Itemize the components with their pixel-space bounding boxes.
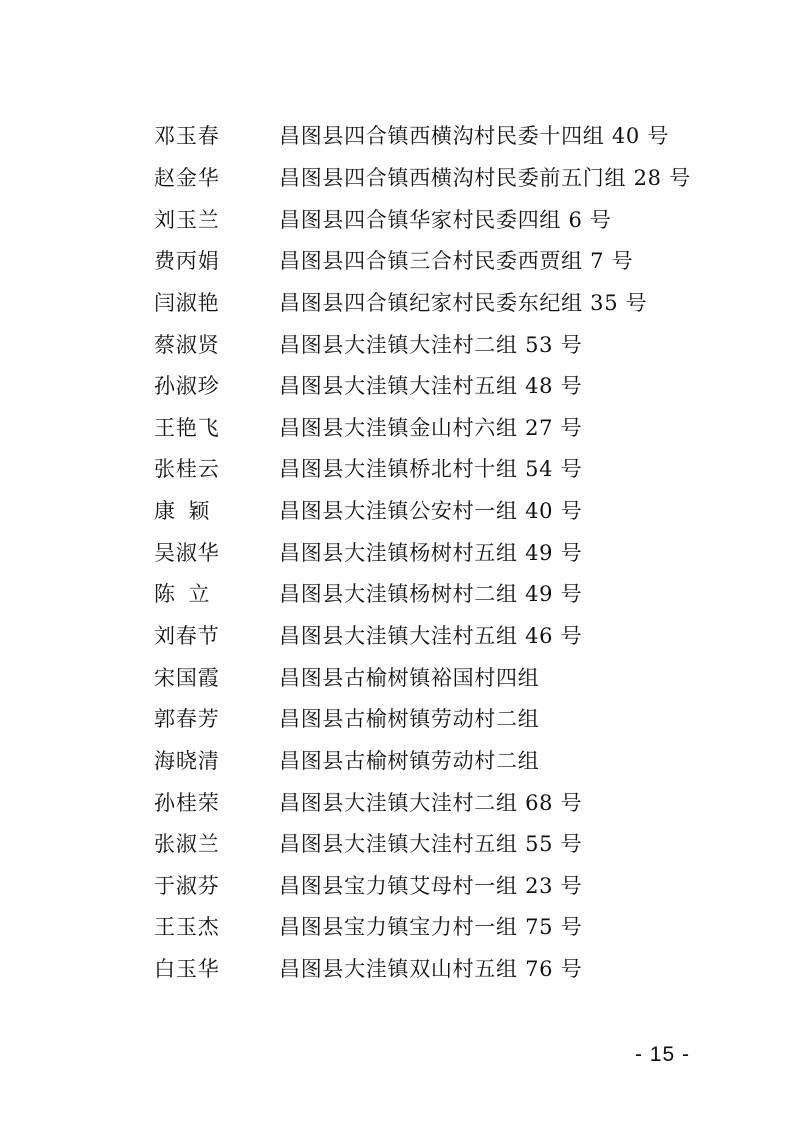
list-item (154, 616, 754, 658)
resident-name: 吴淑华 (154, 540, 220, 565)
resident-address: 昌图县大洼镇金山村六组 27 号 (279, 415, 583, 440)
resident-name: 费丙娟 (154, 249, 220, 274)
list-item (154, 283, 754, 325)
list-item (154, 199, 754, 241)
list-item (154, 366, 754, 408)
resident-address: 昌图县四合镇华家村民委四组 6 号 (279, 207, 612, 232)
list-item (154, 699, 754, 741)
resident-address: 昌图县大洼镇大洼村五组 46 号 (279, 624, 583, 648)
list-item (154, 158, 754, 200)
list-item (154, 574, 754, 616)
resident-address: 昌图县大洼镇大洼村五组 48 号 (279, 374, 583, 399)
resident-address: 昌图县大洼镇大洼村五组 55 号 (279, 832, 583, 857)
resident-address: 昌图县大洼镇桥北村十组 54 号 (279, 457, 583, 482)
resident-address: 昌图县大洼镇大洼村二组 53 号 (279, 332, 583, 357)
resident-name: 刘玉兰 (154, 207, 220, 232)
list-item (154, 907, 754, 949)
resident-name: 邓玉春 (154, 124, 220, 149)
resident-name: 康 颖 (154, 499, 210, 524)
resident-name: 赵金华 (154, 165, 220, 190)
resident-name: 白玉华 (154, 957, 220, 982)
list-item (154, 782, 754, 824)
resident-address: 昌图县大洼镇杨树村五组 49 号 (279, 540, 583, 565)
resident-name: 孙淑珍 (154, 374, 220, 399)
resident-address: 昌图县宝力镇宝力村一组 75 号 (279, 915, 583, 940)
resident-address-list (154, 116, 754, 990)
list-item (154, 824, 754, 866)
list-item (154, 491, 754, 533)
resident-name: 宋国霞 (154, 665, 220, 690)
resident-name: 王玉杰 (154, 915, 220, 940)
resident-address: 昌图县古榆树镇劳动村二组 (279, 707, 540, 732)
resident-name: 于淑芬 (154, 873, 220, 898)
resident-address: 昌图县大洼镇大洼村二组 68 号 (279, 790, 583, 815)
resident-address: 昌图县四合镇纪家村民委东纪组 35 号 (279, 290, 648, 315)
resident-name: 孙桂荣 (154, 790, 220, 815)
resident-name: 王艳飞 (154, 415, 220, 440)
list-item (154, 449, 754, 491)
resident-name: 刘春节 (154, 624, 220, 648)
list-item (154, 241, 754, 283)
resident-name: 蔡淑贤 (154, 332, 220, 357)
resident-name: 郭春芳 (154, 707, 220, 732)
resident-name: 张桂云 (154, 457, 220, 482)
list-item (154, 116, 754, 158)
resident-name: 海晓清 (154, 748, 220, 773)
resident-address: 昌图县大洼镇公安村一组 40 号 (279, 499, 583, 524)
list-item (154, 532, 754, 574)
list-item (154, 324, 754, 366)
resident-address: 昌图县四合镇西横沟村民委十四组 40 号 (279, 124, 670, 149)
resident-name: 闫淑艳 (154, 290, 220, 315)
resident-address: 昌图县四合镇三合村民委西贾组 7 号 (279, 249, 634, 274)
resident-address: 昌图县四合镇西横沟村民委前五门组 28 号 (279, 165, 691, 190)
resident-address: 昌图县古榆树镇劳动村二组 (279, 748, 540, 773)
list-item (154, 949, 754, 991)
page-number: - 15 - (634, 1043, 690, 1066)
resident-name: 张淑兰 (154, 832, 220, 857)
list-item (154, 741, 754, 783)
resident-address: 昌图县大洼镇杨树村二组 49 号 (279, 582, 583, 607)
list-item (154, 657, 754, 699)
resident-address: 昌图县宝力镇艾母村一组 23 号 (279, 873, 583, 898)
list-item (154, 407, 754, 449)
resident-name: 陈 立 (154, 582, 210, 607)
list-item (154, 866, 754, 908)
resident-address: 昌图县大洼镇双山村五组 76 号 (279, 957, 583, 982)
resident-address: 昌图县古榆树镇裕国村四组 (279, 665, 540, 690)
